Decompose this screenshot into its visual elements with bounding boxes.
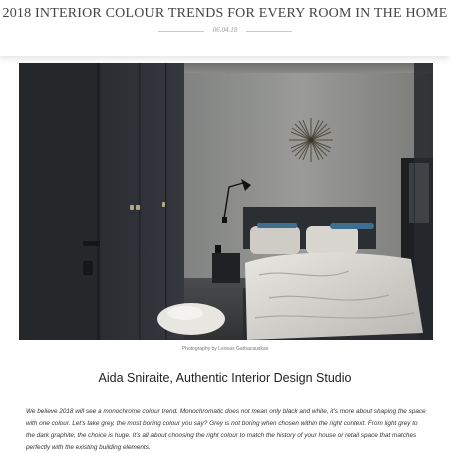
bedside-table (212, 253, 240, 283)
ceiling (169, 63, 433, 73)
wardrobe (100, 63, 184, 340)
hero-photo (19, 63, 433, 340)
starburst-wall-art (289, 118, 333, 162)
wardrobe-knob (162, 202, 165, 207)
wardrobe-knob (136, 205, 140, 210)
article-date: 06.04.18 (212, 26, 238, 34)
pillow (250, 226, 300, 254)
bedding (245, 253, 423, 340)
bedroom-illustration (19, 63, 433, 340)
door-lock (83, 261, 93, 275)
wardrobe-knob (130, 205, 134, 210)
accent-pillow (257, 223, 297, 228)
photo-credit: Photography by Leonas Garbacauskas (181, 346, 269, 352)
accent-pillow (330, 223, 374, 229)
pillow (306, 226, 358, 254)
article-header (0, 0, 450, 56)
door (19, 63, 99, 340)
date-row (0, 26, 450, 38)
article-title: 2018 INTERIOR COLOUR TRENDS FOR EVERY ROOM IN THE HOME (2, 6, 448, 21)
article-body: We believe 2018 will see a monochrome colour trend. Monochromatic does not mean only black and white, it's more about shaping the space with one colour. Let's take grey, the most boring colour you say? Grey is not boring when chosen within the right context. From light grey to the dark graphite, the choice is huge. It's all about choosing the right colour to match the history of your house or retail space that matches perfectly with the existing building elements. (26, 408, 426, 451)
author-heading: Aida Sniraite, Authentic Interior Design Studio (98, 371, 352, 385)
divider-right (246, 31, 292, 32)
